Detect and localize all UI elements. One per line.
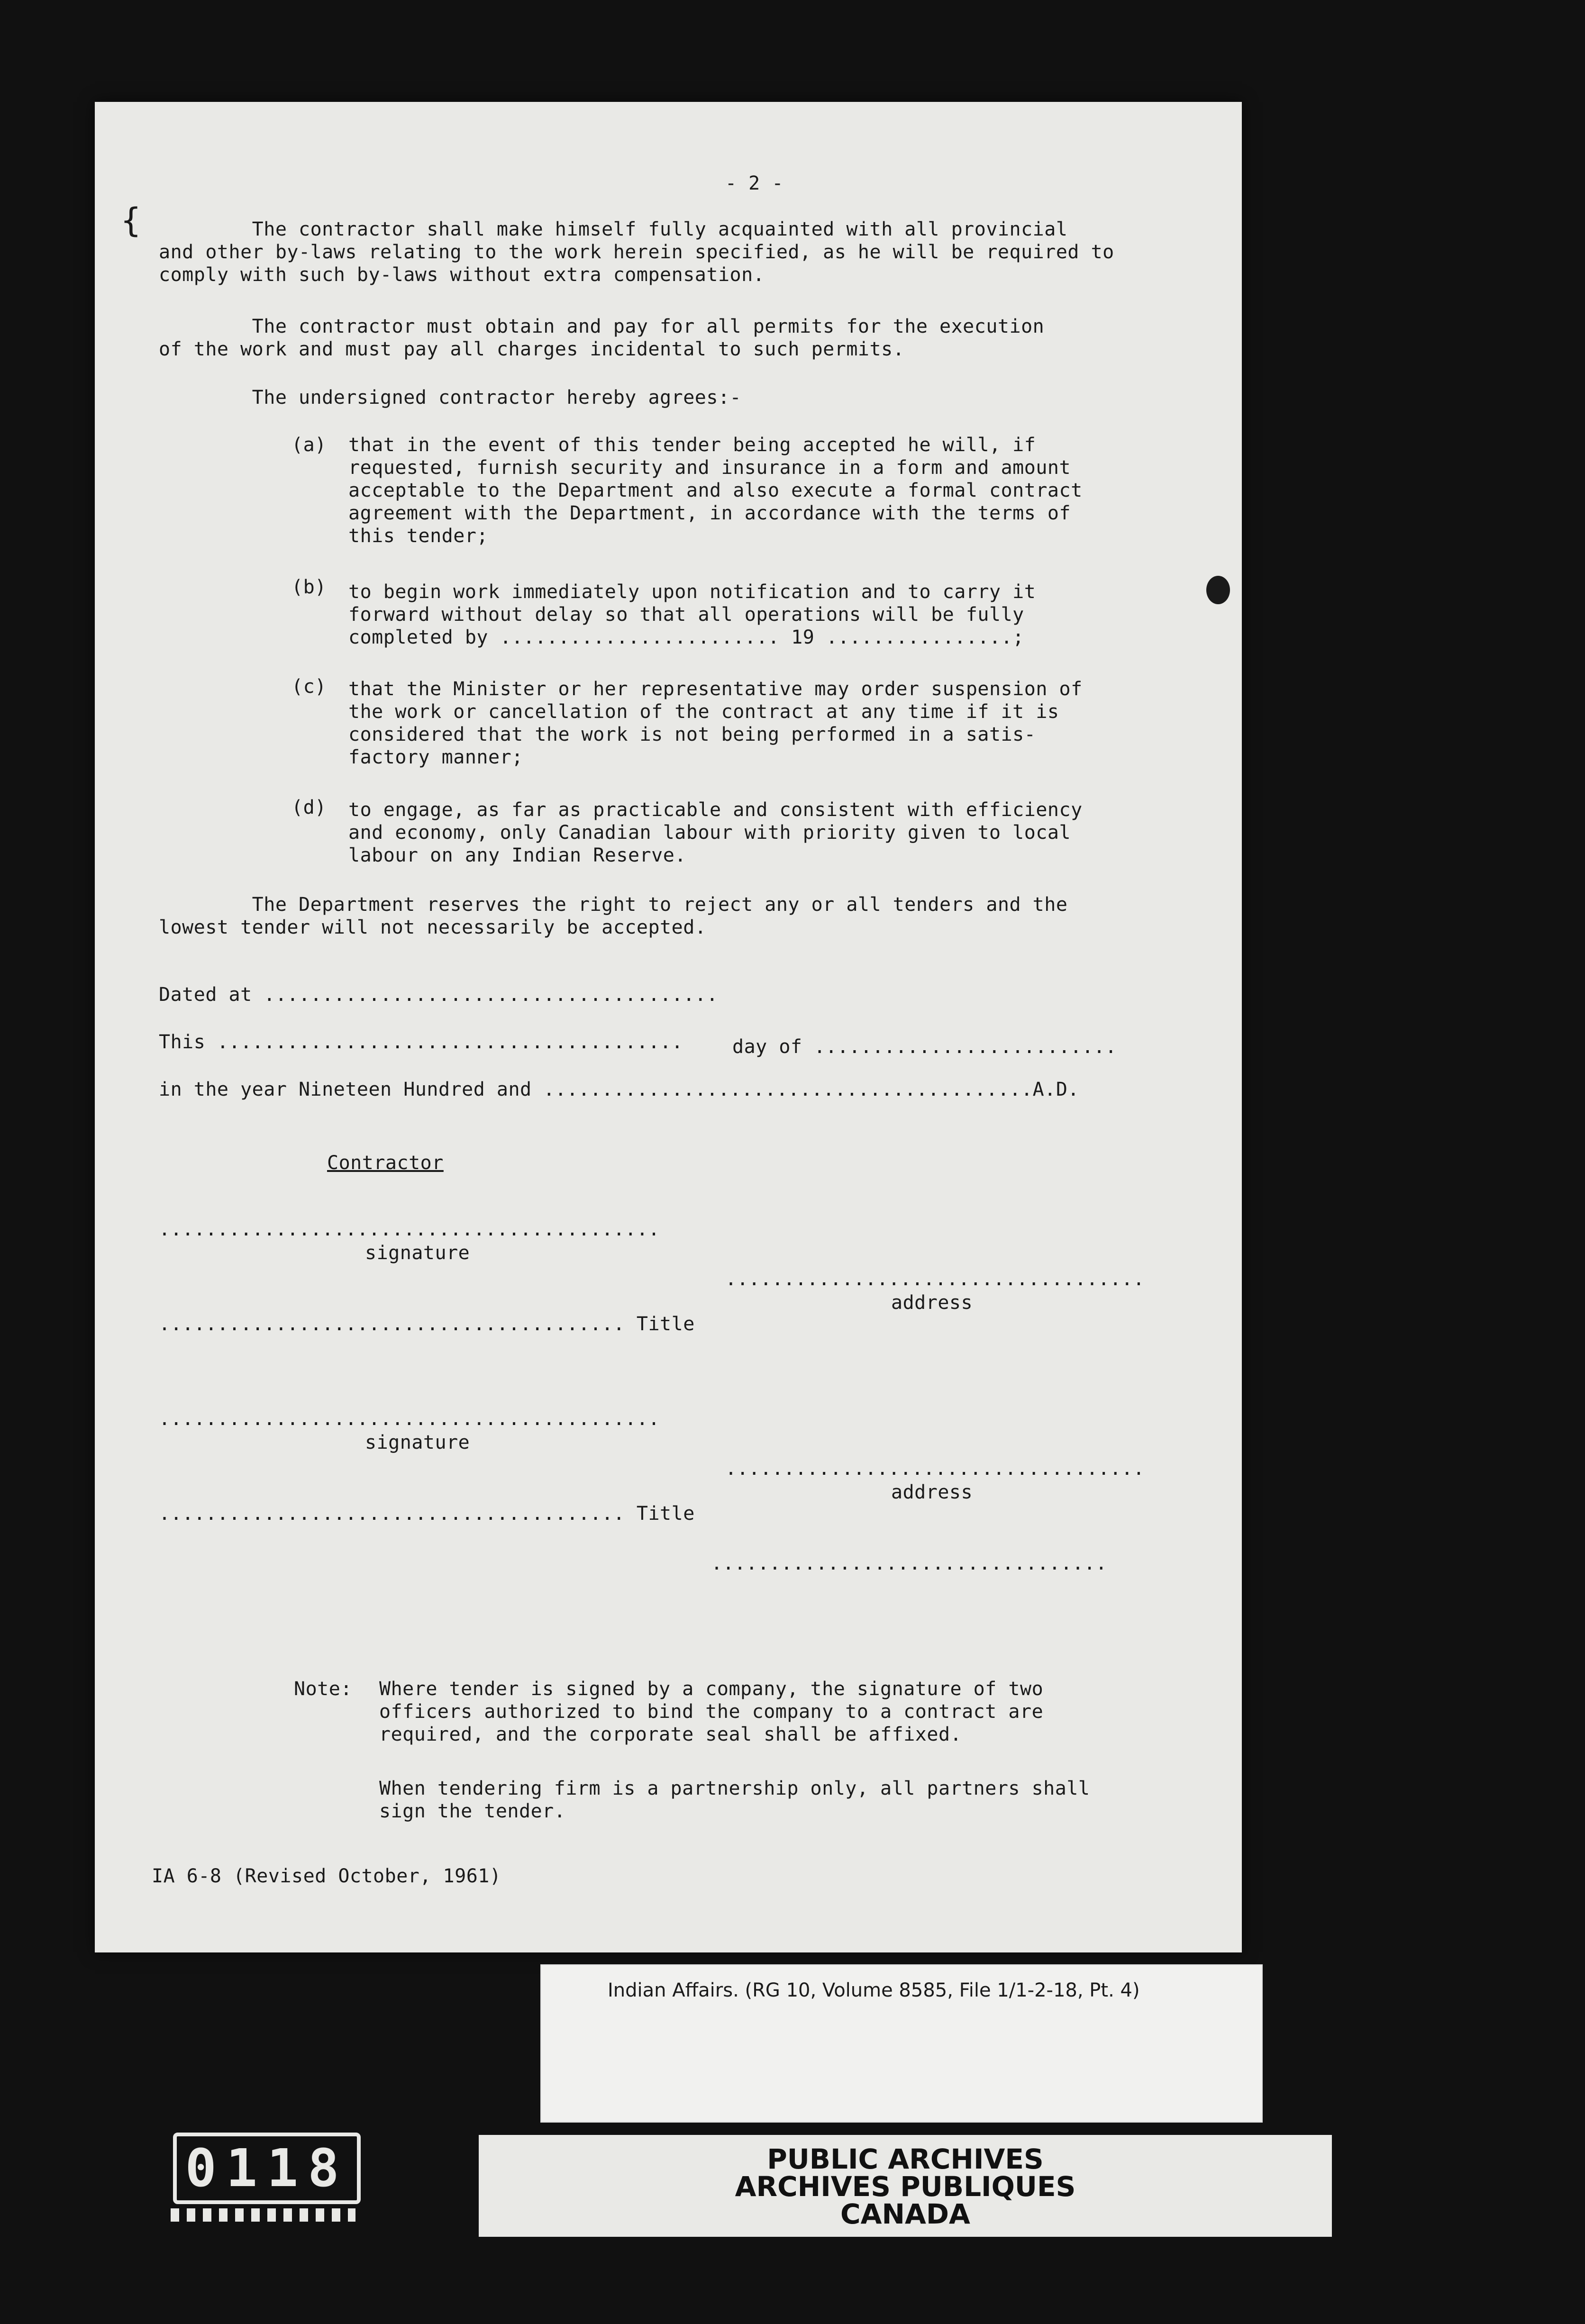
dated-at-line: Dated at ....................................... xyxy=(159,984,718,1006)
margin-mark: { xyxy=(121,201,141,240)
agrees-heading: The undersigned contractor hereby agrees:- xyxy=(159,387,742,409)
item-line: forward without delay so that all operations will be fully xyxy=(348,604,1024,626)
address-dots: .................................... xyxy=(725,1458,1145,1480)
item-line: labour on any Indian Reserve. xyxy=(348,844,686,866)
item-label: (b) xyxy=(291,576,327,598)
paragraph-line: The contractor shall make himself fully acquainted with all provincial xyxy=(159,218,1068,240)
stamp-line-3: CANADA xyxy=(840,2198,970,2230)
item-label: (c) xyxy=(291,676,327,698)
form-number: IA 6-8 (Revised October, 1961) xyxy=(152,1865,501,1887)
note-line: Where tender is signed by a company, the signature of two xyxy=(379,1678,1044,1700)
frame-number: 0118 xyxy=(173,2133,361,2204)
signature-label: signature xyxy=(365,1242,470,1264)
note-line: sign the tender. xyxy=(379,1800,566,1822)
item-line: this tender; xyxy=(348,525,488,547)
film-strip-marks xyxy=(171,2208,355,2222)
year-line: in the year Nineteen Hundred and ..........................................A.D. xyxy=(159,1079,1079,1100)
item-line: considered that the work is not being performed in a satis- xyxy=(348,724,1036,745)
paragraph-line: lowest tender will not necessarily be accepted. xyxy=(159,917,707,938)
archives-stamp xyxy=(479,2135,1332,2237)
note-line: officers authorized to bind the company to a contract are xyxy=(379,1701,1044,1723)
item-line: agreement with the Department, in accordance with the terms of xyxy=(348,502,1071,524)
item-line: that in the event of this tender being accepted he will, if xyxy=(348,434,1036,456)
signature-label: signature xyxy=(365,1432,470,1453)
this-line: This ........................................ xyxy=(159,1031,683,1053)
page-number: - 2 - xyxy=(725,172,783,194)
item-line: that the Minister or her representative may order suspension of xyxy=(348,678,1083,700)
note-line: When tendering firm is a partnership only, all partners shall xyxy=(379,1778,1090,1799)
archive-label-card xyxy=(540,1964,1263,2123)
punch-hole-mark xyxy=(1206,576,1230,604)
paragraph-line: The contractor must obtain and pay for all permits for the execution xyxy=(159,316,1045,337)
item-line: and economy, only Canadian labour with priority given to local xyxy=(348,822,1071,844)
note-line: required, and the corporate seal shall be affixed. xyxy=(379,1724,962,1745)
paragraph-line: and other by-laws relating to the work herein specified, as he will be required to xyxy=(159,241,1114,263)
paragraph-line: comply with such by-laws without extra compensation. xyxy=(159,264,765,286)
address-label: address xyxy=(891,1292,973,1314)
item-line: completed by ........................ 19 ................; xyxy=(348,626,1024,648)
title-line: ........................................ Title xyxy=(159,1503,695,1525)
extra-dots: .................................. xyxy=(711,1552,1107,1574)
address-label: address xyxy=(891,1481,973,1503)
item-line: acceptable to the Department and also execute a formal contract xyxy=(348,480,1083,501)
item-line: to engage, as far as practicable and consistent with efficiency xyxy=(348,799,1083,821)
contractor-heading: Contractor xyxy=(327,1152,444,1174)
note-label: Note: xyxy=(294,1678,352,1700)
item-label: (a) xyxy=(291,434,327,456)
paragraph-line: of the work and must pay all charges incidental to such permits. xyxy=(159,338,905,360)
signature-dots: ........................................... xyxy=(159,1408,660,1430)
stamp-line-2: ARCHIVES PUBLIQUES xyxy=(735,2170,1076,2203)
item-line: the work or cancellation of the contract at any time if it is xyxy=(348,701,1059,723)
stamp-line-1: PUBLIC ARCHIVES xyxy=(767,2143,1044,2175)
archive-reference: Indian Affairs. (RG 10, Volume 8585, File 1/1-2-18, Pt. 4) xyxy=(608,1979,1140,2001)
item-line: requested, furnish security and insurance in a form and amount xyxy=(348,457,1071,479)
signature-dots: ........................................... xyxy=(159,1218,660,1240)
title-line: ........................................ Title xyxy=(159,1313,695,1335)
address-dots: .................................... xyxy=(725,1268,1145,1290)
item-line: to begin work immediately upon notification and to carry it xyxy=(348,581,1036,603)
item-line: factory manner; xyxy=(348,746,523,768)
document-page xyxy=(95,102,1242,1952)
paragraph-line: The Department reserves the right to reject any or all tenders and the xyxy=(159,894,1068,916)
day-of-line: day of .......................... xyxy=(732,1036,1117,1058)
item-label: (d) xyxy=(291,797,327,818)
